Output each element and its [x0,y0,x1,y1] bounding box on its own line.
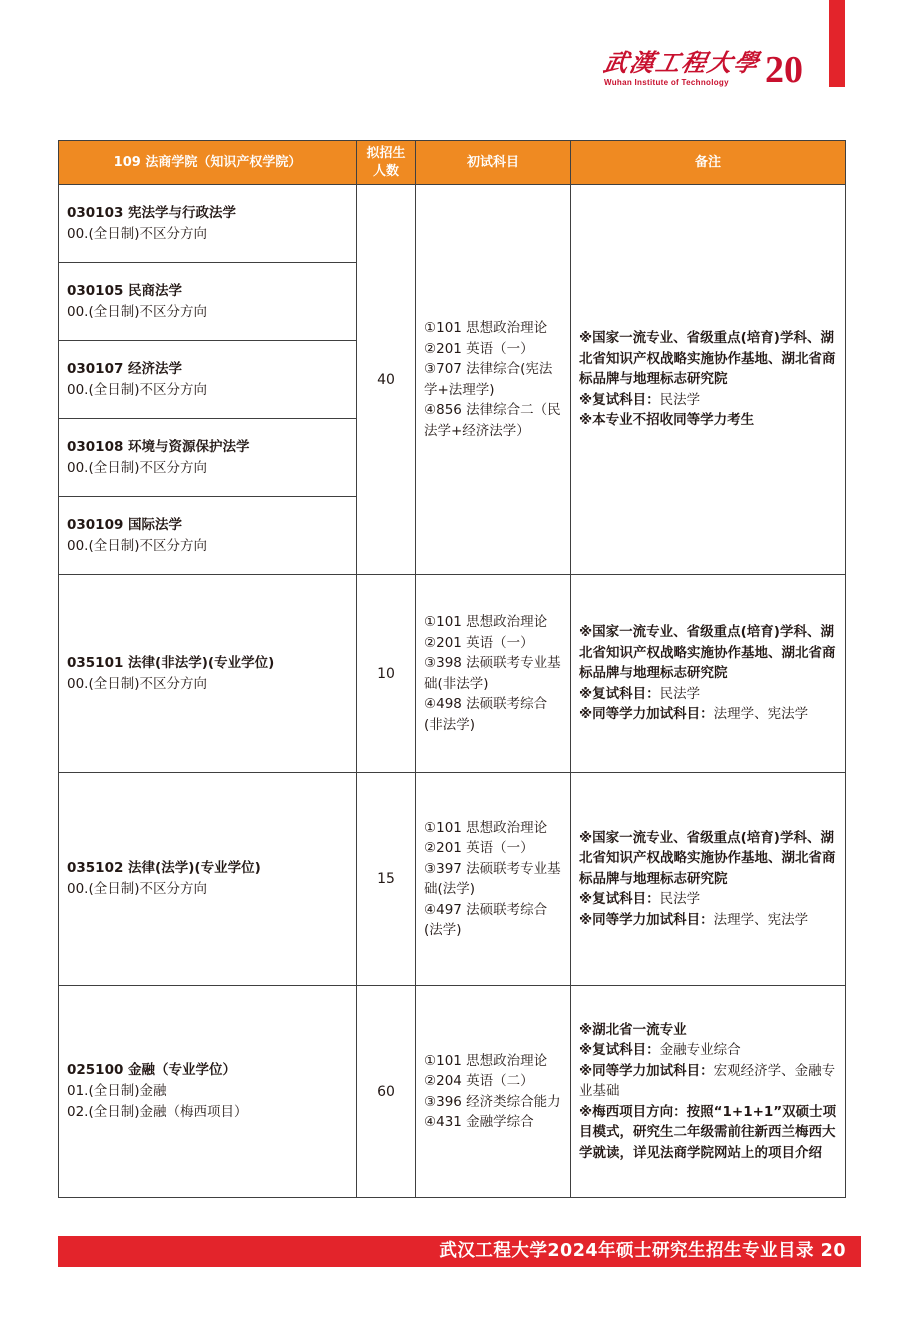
top-red-bar [829,0,845,87]
footer-title: 武汉工程大学2024年硕士研究生招生专业目录 20 [439,1241,846,1261]
exam-cell: ①101 思想政治理论 ②201 英语（一） ③398 法硕联考专业基础(非法学) ④498 法硕联考综合(非法学) [416,575,571,773]
table-header-row [59,141,846,185]
quota-cell: 60 [357,986,416,1198]
quota-cell: 15 [357,773,416,986]
major-cell: 030109 国际法学 00.(全日制)不区分方向 [59,497,357,575]
table-row [59,773,846,986]
logo-chinese-name: 武漢工程大學 [601,48,764,77]
footer-bar [58,1236,861,1267]
notes-cell: ※国家一流专业、省级重点(培育)学科、湖北省知识产权战略实施协作基地、湖北省商标品牌与地理标志研究院 ※复试科目：民法学 ※同等学力加试科目：法理学、宪法学 [571,773,846,986]
notes-cell: ※国家一流专业、省级重点(培育)学科、湖北省知识产权战略实施协作基地、湖北省商标品牌与地理标志研究院 ※复试科目：民法学 ※本专业不招收同等学力考生 [571,185,846,575]
major-cell: 025100 金融（专业学位） 01.(全日制)金融 02.(全日制)金融（梅西项目） [59,986,357,1198]
quota-cell: 40 [357,185,416,575]
major-cell: 030107 经济法学 00.(全日制)不区分方向 [59,341,357,419]
logo-english-name: Wuhan Institute of Technology [604,78,729,87]
header-exam: 初试科目 [416,141,571,185]
exam-cell: ①101 思想政治理论 ②204 英语（二） ③396 经济类综合能力 ④431 金融学综合 [416,986,571,1198]
quota-cell: 10 [357,575,416,773]
exam-cell: ①101 思想政治理论 ②201 英语（一） ③397 法硕联考专业基础(法学) ④497 法硕联考综合(法学) [416,773,571,986]
table-row [59,185,846,263]
header-dept: 109 法商学院（知识产权学院） [59,141,357,185]
table-row [59,986,846,1198]
header-notes: 备注 [571,141,846,185]
catalog-table [58,140,846,1198]
notes-cell: ※国家一流专业、省级重点(培育)学科、湖北省知识产权战略实施协作基地、湖北省商标品牌与地理标志研究院 ※复试科目：民法学 ※同等学力加试科目：法理学、宪法学 [571,575,846,773]
header-quota: 拟招生 人数 [357,141,416,185]
major-cell: 030105 民商法学 00.(全日制)不区分方向 [59,263,357,341]
exam-cell: ①101 思想政治理论 ②201 英语（一） ③707 法律综合(宪法学+法理学) ④856 法律综合二（民法学+经济法学） [416,185,571,575]
university-logo [601,48,769,95]
major-cell: 035102 法律(法学)(专业学位) 00.(全日制)不区分方向 [59,773,357,986]
notes-cell: ※湖北省一流专业 ※复试科目：金融专业综合 ※同等学力加试科目：宏观经济学、金融专业基础 ※梅西项目方向：按照“1+1+1”双硕士项目模式，研究生二年级需前往新西兰梅西大学就读，详见法商学院网站上的项目介绍 [571,986,846,1198]
table-row [59,575,846,773]
major-cell: 030103 宪法学与行政法学 00.(全日制)不区分方向 [59,185,357,263]
major-cell: 030108 环境与资源保护法学 00.(全日制)不区分方向 [59,419,357,497]
major-cell: 035101 法律(非法学)(专业学位) 00.(全日制)不区分方向 [59,575,357,773]
page-number: 20 [765,49,803,91]
